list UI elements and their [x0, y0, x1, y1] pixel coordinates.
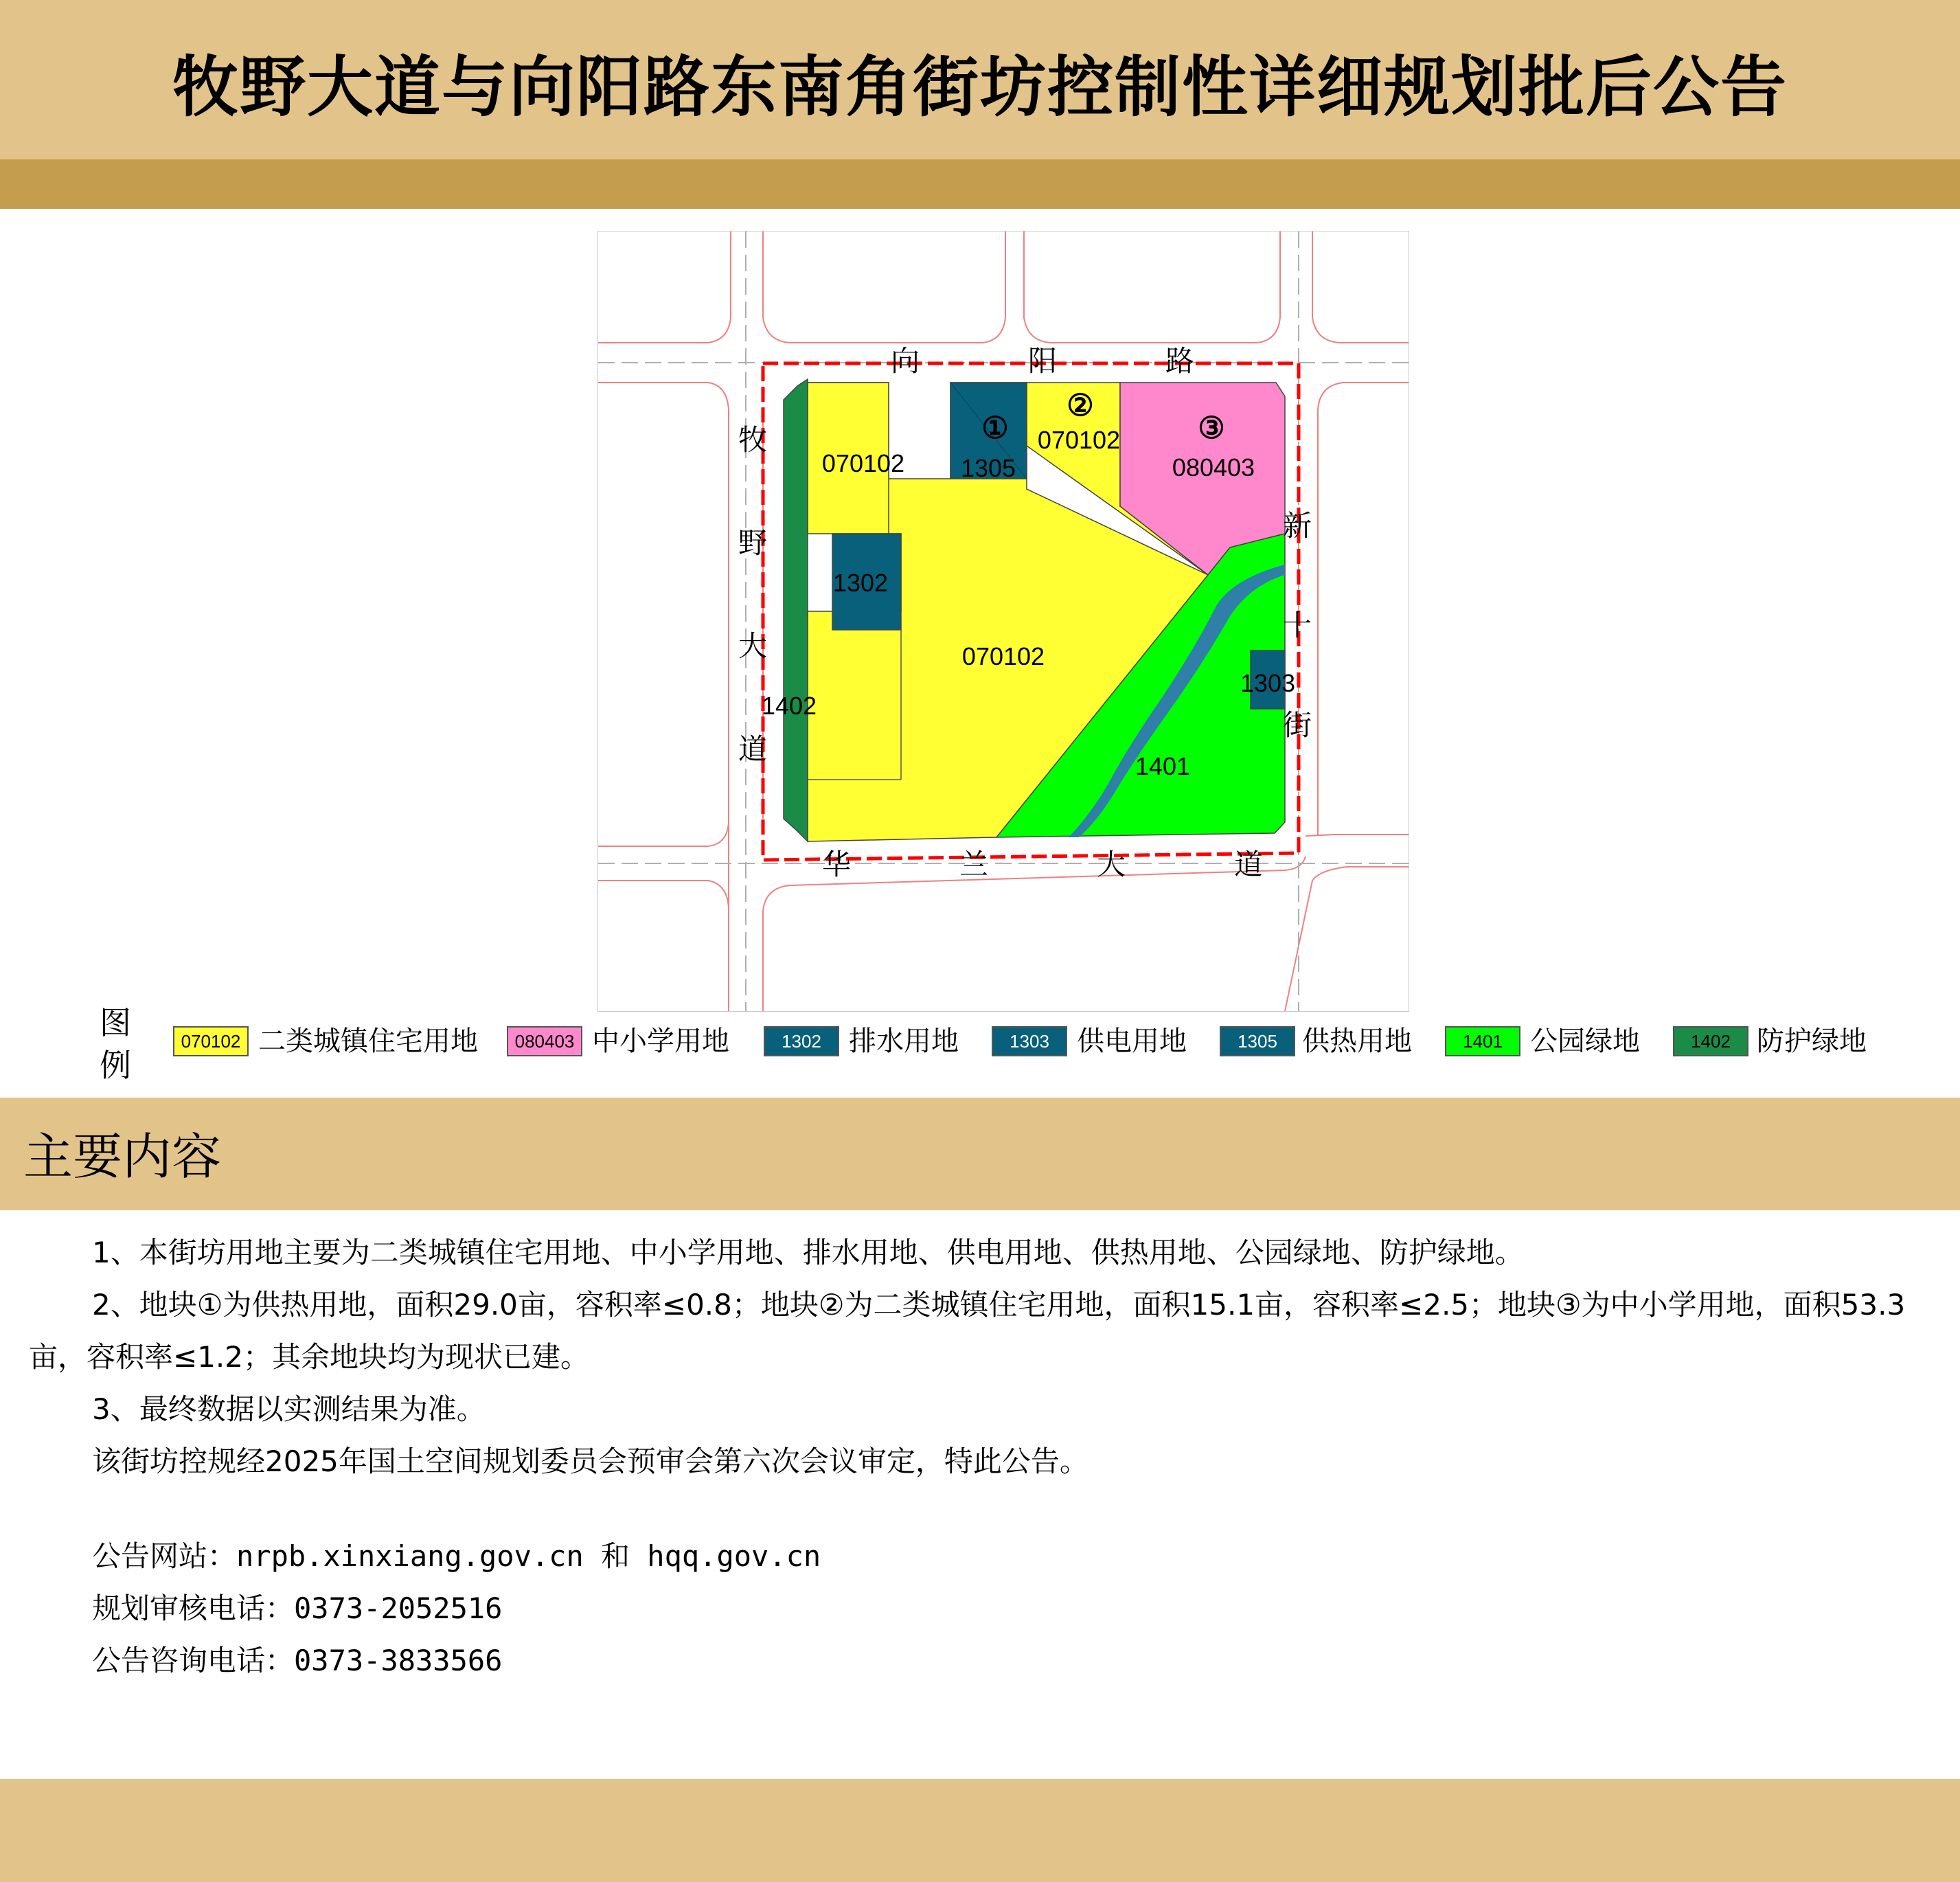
paragraph: 2、地块①为供热用地，面积29.0亩，容积率≤0.8；地块②为二类城镇住宅用地，面积15.1亩，容积率≤2.5；地块③为中小学用地，面积53.3亩，容积率≤1.2；其余地块均为现状已建。 — [29, 1288, 1906, 1374]
website-line — [92, 1530, 821, 1583]
legend-swatch: 1305 — [1220, 1026, 1295, 1056]
parcel-label: 1302 — [832, 569, 889, 597]
content-band — [0, 1098, 1960, 1210]
parcel-buffer — [784, 379, 808, 841]
parcel-label: 070102 — [961, 642, 1045, 670]
legend-label: 供热用地 — [1302, 1025, 1412, 1057]
legend-swatch: 080403 — [507, 1026, 582, 1056]
legend-swatch: 1303 — [992, 1026, 1067, 1056]
road-char: 街 — [1282, 709, 1312, 741]
paragraph: 3、最终数据以实测结果为准。 — [92, 1392, 486, 1426]
page-title: 牧野大道与向阳路东南角街坊控制性详细规划批后公告 — [172, 49, 1788, 126]
road-char: 道 — [1233, 848, 1264, 881]
parcel-label: 070102 — [821, 449, 905, 477]
legend-label: 防护绿地 — [1757, 1025, 1867, 1057]
legend-label: 供电用地 — [1077, 1025, 1187, 1057]
road-char: 十 — [1282, 609, 1312, 642]
legend-swatch: 070102 — [173, 1026, 249, 1056]
parcel-number: ③ — [1198, 411, 1225, 445]
title-stripe — [0, 159, 1960, 209]
legend-label: 中小学用地 — [592, 1025, 729, 1057]
announcement-body — [29, 1227, 1935, 1488]
legend-swatch: 1401 — [1445, 1026, 1520, 1056]
planning-map-svg — [598, 231, 1409, 1011]
road-char: 牧 — [738, 424, 768, 456]
legend-swatch: 1402 — [1673, 1026, 1748, 1056]
parcel-number: ② — [1067, 389, 1094, 422]
parcel-number: ① — [981, 411, 1009, 445]
website-label: 公告网站： — [92, 1539, 237, 1573]
legend-swatch: 1302 — [764, 1026, 839, 1056]
road-char: 大 — [1096, 848, 1126, 881]
legend-heading-char: 例 — [100, 1047, 131, 1084]
road-char: 路 — [1165, 345, 1195, 377]
parcel-label: 1303 — [1240, 669, 1296, 697]
parcel-label: 1401 — [1135, 752, 1191, 780]
parcel-label: 1305 — [960, 454, 1016, 482]
parcel-label: 080403 — [1172, 453, 1255, 481]
website-value[interactable]: nrpb.xinxiang.gov.cn 和 hqq.gov.cn — [236, 1539, 821, 1573]
contact-info — [92, 1530, 821, 1687]
section-heading: 主要内容 — [23, 1128, 222, 1186]
road-char: 野 — [738, 527, 768, 559]
parcel-label: 070102 — [1037, 426, 1121, 454]
planning-map — [597, 231, 1409, 1012]
legend-label: 公园绿地 — [1530, 1025, 1640, 1057]
road-char: 道 — [738, 733, 768, 765]
legend-heading-char: 图 — [100, 1004, 131, 1041]
road-char: 向 — [890, 345, 920, 377]
parcel-label: 1402 — [761, 692, 817, 720]
review-phone-value: 0373-2052516 — [294, 1591, 503, 1625]
road-name-north — [891, 345, 1194, 377]
consult-phone-line — [92, 1635, 821, 1687]
review-phone-line — [92, 1583, 821, 1635]
consult-phone-value: 0373-3833566 — [294, 1644, 503, 1677]
road-char: 新 — [1282, 510, 1312, 542]
review-phone-label: 规划审核电话： — [92, 1591, 295, 1625]
road-char: 兰 — [959, 848, 989, 881]
legend-label: 二类城镇住宅用地 — [258, 1025, 478, 1057]
bottom-band — [0, 1779, 1960, 1882]
paragraph: 该街坊控规经2025年国土空间规划委员会预审会第六次会议审定，特此公告。 — [92, 1444, 1089, 1478]
consult-phone-label: 公告咨询电话： — [92, 1644, 295, 1677]
road-char: 大 — [738, 630, 768, 662]
paragraph: 1、本街坊用地主要为二类城镇住宅用地、中小学用地、排水用地、供电用地、供热用地、公园绿地、防护绿地。 — [92, 1236, 1524, 1269]
legend-label: 排水用地 — [849, 1025, 959, 1057]
road-char: 阳 — [1027, 345, 1058, 377]
road-char: 华 — [821, 848, 852, 881]
legend-heading — [99, 1001, 132, 1087]
